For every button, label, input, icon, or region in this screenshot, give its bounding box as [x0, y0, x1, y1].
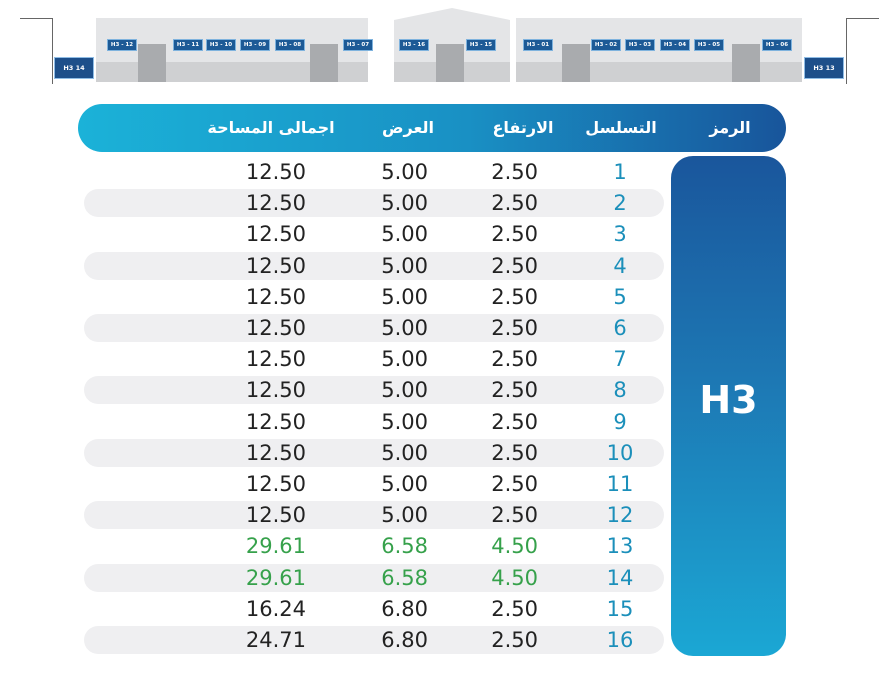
row-total-area: 29.61: [245, 566, 306, 590]
table-header: [78, 104, 786, 152]
left-boundary-line: [20, 18, 53, 84]
unit-tag: H3 - 02: [591, 39, 621, 51]
row-sequence: 16: [606, 628, 634, 652]
row-sequence: 6: [613, 316, 627, 340]
row-height: 2.50: [491, 160, 538, 184]
header-height: الارتفاع: [492, 118, 554, 137]
row-height: 4.50: [491, 534, 538, 558]
row-width: 5.00: [381, 160, 428, 184]
block-label: H3: [699, 378, 758, 422]
row-width: 5.00: [381, 347, 428, 371]
row-sequence: 10: [606, 441, 634, 465]
block-code-panel: [671, 156, 786, 656]
unit-tag: H3 - 08: [275, 39, 305, 51]
row-height: 2.50: [491, 347, 538, 371]
building-center: [394, 20, 510, 82]
row-width: 5.00: [381, 503, 428, 527]
header-width: العرض: [382, 118, 434, 137]
row-total-area: 16.24: [245, 597, 306, 621]
row-height: 2.50: [491, 441, 538, 465]
building-center-roof: [394, 8, 510, 20]
row-total-area: 12.50: [245, 222, 306, 246]
row-height: 2.50: [491, 285, 538, 309]
row-height: 2.50: [491, 222, 538, 246]
row-total-area: 12.50: [245, 316, 306, 340]
row-width: 5.00: [381, 316, 428, 340]
unit-tag: H3 - 11: [173, 39, 203, 51]
unit-tag: H3 - 07: [343, 39, 373, 51]
unit-tag: H3 - 09: [240, 39, 270, 51]
row-total-area: 12.50: [245, 285, 306, 309]
row-sequence: 9: [613, 410, 627, 434]
side-unit-tag-right: H3 13: [804, 57, 844, 79]
unit-tag: H3 - 03: [625, 39, 655, 51]
row-sequence: 13: [606, 534, 634, 558]
row-sequence: 14: [606, 566, 634, 590]
row-total-area: 29.61: [245, 534, 306, 558]
row-height: 2.50: [491, 472, 538, 496]
row-height: 2.50: [491, 191, 538, 215]
side-unit-tag-left: H3 14: [54, 57, 94, 79]
unit-tag: H3 - 16: [399, 39, 429, 51]
unit-tag: H3 - 01: [523, 39, 553, 51]
building-strip: [0, 0, 879, 92]
header-code: الرمز: [709, 118, 751, 137]
row-sequence: 5: [613, 285, 627, 309]
row-sequence: 7: [613, 347, 627, 371]
row-height: 2.50: [491, 410, 538, 434]
row-total-area: 12.50: [245, 441, 306, 465]
row-sequence: 1: [613, 160, 627, 184]
header-sequence: التسلسل: [585, 118, 657, 137]
row-height: 2.50: [491, 503, 538, 527]
building-right: [516, 18, 802, 82]
row-width: 6.80: [381, 628, 428, 652]
row-sequence: 15: [606, 597, 634, 621]
row-sequence: 11: [606, 472, 634, 496]
row-height: 2.50: [491, 316, 538, 340]
row-width: 5.00: [381, 472, 428, 496]
row-height: 2.50: [491, 378, 538, 402]
row-total-area: 12.50: [245, 160, 306, 184]
header-total-area: اجمالى المساحة: [207, 118, 335, 137]
row-width: 5.00: [381, 285, 428, 309]
row-width: 5.00: [381, 441, 428, 465]
row-width: 5.00: [381, 378, 428, 402]
row-height: 2.50: [491, 597, 538, 621]
row-sequence: 8: [613, 378, 627, 402]
row-sequence: 4: [613, 254, 627, 278]
unit-tag: H3 - 12: [107, 39, 137, 51]
row-sequence: 2: [613, 191, 627, 215]
unit-tag: H3 - 15: [466, 39, 496, 51]
row-width: 5.00: [381, 254, 428, 278]
row-total-area: 12.50: [245, 378, 306, 402]
unit-tag: H3 - 04: [660, 39, 690, 51]
row-total-area: 24.71: [245, 628, 306, 652]
row-width: 6.58: [381, 534, 428, 558]
row-width: 5.00: [381, 222, 428, 246]
unit-tag: H3 - 10: [206, 39, 236, 51]
row-sequence: 12: [606, 503, 634, 527]
row-total-area: 12.50: [245, 254, 306, 278]
row-total-area: 12.50: [245, 410, 306, 434]
row-total-area: 12.50: [245, 191, 306, 215]
row-width: 6.80: [381, 597, 428, 621]
row-total-area: 12.50: [245, 472, 306, 496]
row-sequence: 3: [613, 222, 627, 246]
row-width: 6.58: [381, 566, 428, 590]
unit-tag: H3 - 06: [762, 39, 792, 51]
row-total-area: 12.50: [245, 347, 306, 371]
row-height: 4.50: [491, 566, 538, 590]
row-height: 2.50: [491, 254, 538, 278]
right-boundary-line: [846, 18, 879, 84]
row-width: 5.00: [381, 410, 428, 434]
unit-tag: H3 - 05: [694, 39, 724, 51]
row-width: 5.00: [381, 191, 428, 215]
row-height: 2.50: [491, 628, 538, 652]
row-total-area: 12.50: [245, 503, 306, 527]
